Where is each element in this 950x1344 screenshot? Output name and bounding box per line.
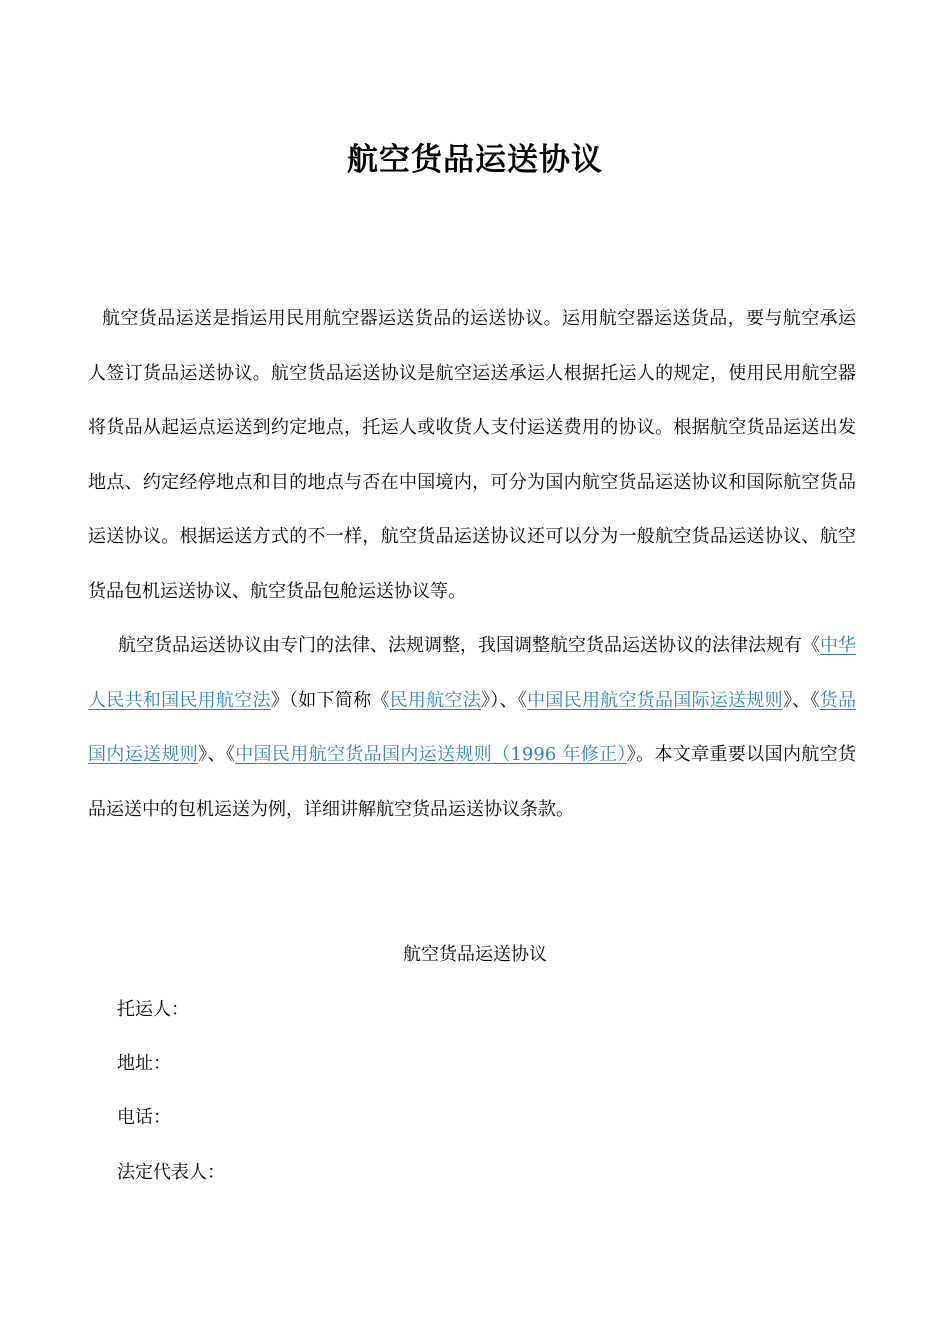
law-text-3: 》）、《 [481, 689, 528, 711]
law-text-2: 》（如下简称《 [270, 689, 390, 711]
domestic-cargo-rules-link[interactable]: 货品国内运送规则 [88, 689, 857, 765]
contract-heading: 航空货品运送协议 [403, 944, 547, 965]
law-text-5: 》、《 [198, 744, 236, 765]
law-text-4: 》、《 [782, 689, 820, 711]
document-title: 航空货品运送协议 [347, 142, 603, 178]
shipper-field-label: 托运人： [117, 999, 189, 1020]
law-text-6: 》。本文章重要以国内航空货品运送中的包机运送为例，详细讲解航空货品运送协议条款。 [88, 744, 857, 820]
international-cargo-rules-link[interactable]: 中国民用航空货品国际运送规则 [527, 689, 783, 711]
law-text-1: 航空货品运送协议由专门的法律、法规调整，我国调整航空货品运送协议的法律法规有《 [118, 635, 820, 656]
civil-aviation-law-short-link[interactable]: 民用航空法 [389, 689, 482, 711]
domestic-cargo-rules-1996-link[interactable]: 中国民用航空货品国内运送规则（1996 年修正） [235, 744, 627, 765]
intro-paragraph: 航空货品运送是指运用民用航空器运送货品的运送协议。运用航空器运送货品，要与航空承运人签订货品运送协议。航空货品运送协议是航空运送承运人根据托运人的规定，使用民用航空器将货品从起运点运送到约定地点，托运人或收货人支付运送费用的协议。根据航空货品运送出发地点、约定经停地点和目的地点与否在中国境内，可分为国内航空货品运送协议和国际航空货品运送协议。根据运送方式的不一样，航空货品运送协议还可以分为一般航空货品运送协议、航空货品包机运送协议、航空货品包舱运送协议等。 [88, 308, 856, 602]
civil-aviation-law-link[interactable]: 中华人民共和国民用航空法 [88, 635, 856, 711]
legal-rep-field-label: 法定代表人： [117, 1162, 225, 1183]
law-paragraph [88, 619, 856, 837]
phone-field-label: 电话： [117, 1107, 171, 1128]
address-field-label: 地址： [117, 1053, 171, 1074]
